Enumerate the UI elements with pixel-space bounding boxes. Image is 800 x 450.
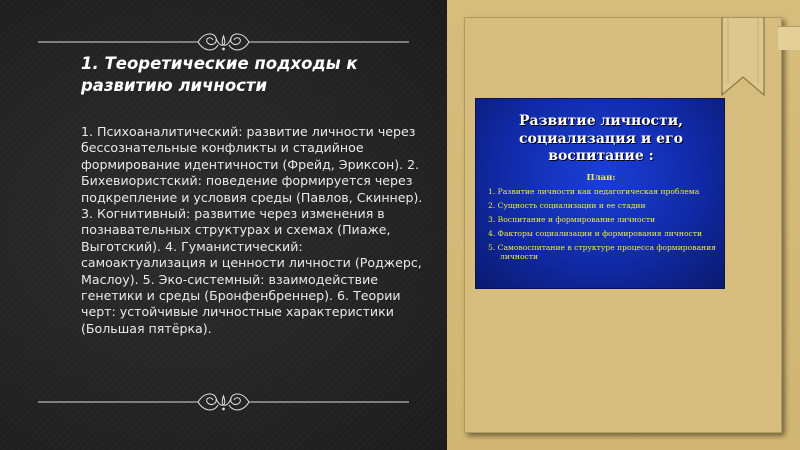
list-item: 3. Воспитание и формирование личности bbox=[488, 215, 656, 224]
flourish-divider-icon bbox=[0, 388, 447, 416]
list-item: 4. Факторы социализации и формирования личности bbox=[488, 229, 703, 238]
flourish-divider-icon bbox=[0, 28, 447, 56]
list-item: 5. Самовоспитание в структуре процесса формирования личности bbox=[488, 243, 716, 262]
paper-frame-curl bbox=[778, 26, 800, 50]
slide-title: 1. Теоретические подходы к развитию личности bbox=[81, 54, 358, 95]
bookmark-ribbon-icon bbox=[720, 17, 766, 97]
slide-body-text: 1. Психоаналитический: развитие личности через бессознательные конфликты и стадийное формирование идентичности (Фрейд, Эриксон). 2. Бихевиористский: поведение формируется через подкрепление и условия среды (Павлов, Скиннер). 3. Когнитивный: развитие через изменения в познавательных структурах и схемах (Пиаже, Выготский). 4. Гуманистический: самоактуализация и ценности личности (Роджерс, Маслоу). 5. Эко-системный: взаимодействие генетики и среды (Бронфенбреннер). 6. Теории черт: устойчивые личностные характеристики (Большая пятёрка). bbox=[81, 124, 423, 336]
embedded-slide-image bbox=[475, 98, 725, 289]
list-item: 2. Сущность социализации и ее стадии bbox=[488, 201, 646, 210]
list-item: 1. Развитие личности как педагогическая проблема bbox=[488, 187, 700, 196]
image-heading: Развитие личности, социализация и его воспитание : bbox=[518, 113, 684, 164]
image-plan-label: План: bbox=[586, 173, 616, 183]
image-plan-list bbox=[488, 187, 716, 266]
